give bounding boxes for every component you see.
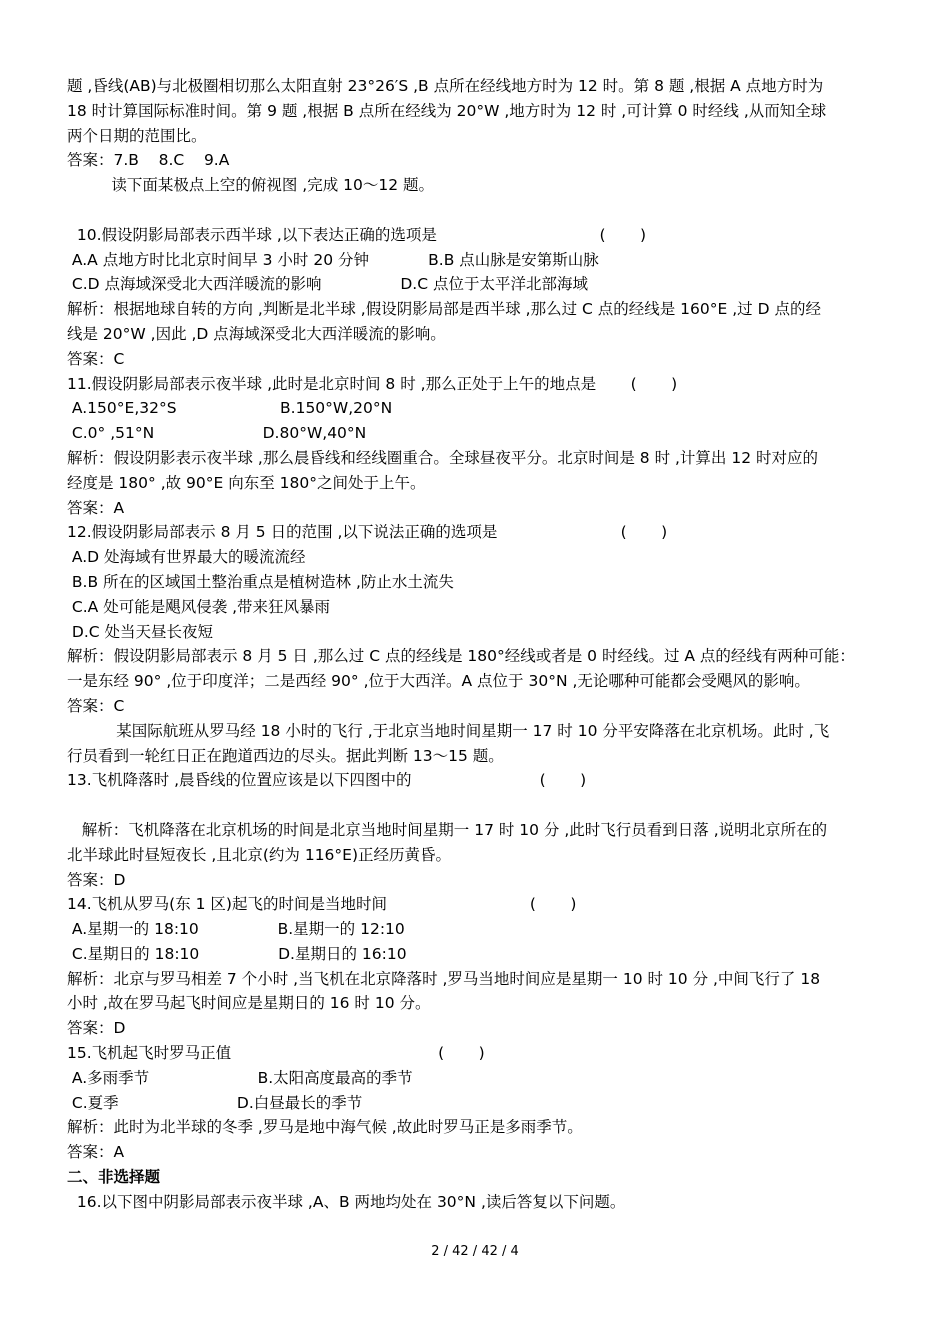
text-line: 18 时计算国际标准时间。第 9 题 ,根据 B 点所在经线为 20°W ,地方时为 12 时 ,可计算 0 时经线 ,从而知全球 [67, 101, 827, 120]
text-line: A.星期一的 18:10 B.星期一的 12:10 [67, 920, 405, 939]
text-line: 10.假设阴影局部表示西半球 ,以下表达正确的选项是 ( ) [67, 225, 647, 244]
text-line: 解析：假设阴影表示夜半球 ,那么晨昏线和经线圈重合。全球昼夜平分。北京时间是 8 时 ,计算出 12 时对应的 [67, 448, 819, 467]
text-line: A.150°E,32°S B.150°W,20°N [67, 399, 393, 418]
text-line: C.0° ,51°N D.80°W,40°N [67, 424, 367, 443]
text-line: 答案：A [67, 1143, 125, 1162]
text-line: 读下面某极点上空的俯视图 ,完成 10～12 题。 [67, 176, 434, 195]
text-line: 经度是 180° ,故 90°E 向东至 180°之间处于上午。 [67, 473, 426, 492]
document-body [67, 74, 887, 1215]
text-line: C.D 点海域深受北大西洋暖流的影响 D.C 点位于太平洋北部海域 [67, 275, 588, 294]
text-line: B.B 所在的区域国土整治重点是植树造林 ,防止水土流失 [67, 572, 454, 591]
text-line: 题 ,昏线(AB)与北极圈相切那么太阳直射 23°26′S ,B 点所在经线地方时为 12 时。第 8 题 ,根据 A 点地方时为 [67, 77, 824, 95]
text-line: 解析：此时为北半球的冬季 ,罗马是地中海气候 ,故此时罗马正是多雨季节。 [67, 1118, 583, 1137]
text-line: 13.飞机降落时 ,晨昏线的位置应该是以下四图中的 ( ) [67, 771, 587, 790]
text-line: 解析：北京与罗马相差 7 个小时 ,当飞机在北京降落时 ,罗马当地时间应是星期一 10 时 10 分 ,中间飞行了 18 [67, 969, 821, 988]
text-line: 15.飞机起飞时罗马正值 ( ) [67, 1044, 485, 1063]
text-line: 解析：飞机降落在北京机场的时间是北京当地时间星期一 17 时 10 分 ,此时飞行员看到日落 ,说明北京所在的 [67, 820, 828, 839]
text-line: 一是东经 90° ,位于印度洋；二是西经 90° ,位于大西洋。A 点位于 30°N ,无论哪种可能都会受飓风的影响。 [67, 672, 810, 691]
text-line: 答案：C [67, 696, 125, 715]
blank-line [67, 793, 887, 818]
text-line: A.A 点地方时比北京时间早 3 小时 20 分钟 B.B 点山脉是安第斯山脉 [67, 250, 599, 269]
text-line: D.C 处当天昼长夜短 [67, 622, 214, 641]
text-line: C.星期日的 18:10 D.星期日的 16:10 [67, 944, 407, 963]
text-line: 答案：7.B 8.C 9.A [67, 151, 230, 170]
text-line: 二、非选择题 [67, 1168, 161, 1187]
text-line: A.多雨季节 B.太阳高度最高的季节 [67, 1068, 413, 1087]
text-line: C.夏季 D.白昼最长的季节 [67, 1093, 363, 1112]
text-line: C.A 处可能是飓风侵袭 ,带来狂风暴雨 [67, 597, 331, 616]
text-line: 某国际航班从罗马经 18 小时的飞行 ,于北京当地时间星期一 17 时 10 分平安降落在北京机场。此时 ,飞 [67, 721, 830, 740]
text-line: 北半球此时昼短夜长 ,且北京(约为 116°E)正经历黄昏。 [67, 845, 452, 864]
text-line: 线是 20°W ,因此 ,D 点海域深受北大西洋暖流的影响。 [67, 324, 446, 343]
text-line: 16.以下图中阴影局部表示夜半球 ,A、B 两地均处在 30°N ,读后答复以下问题。 [67, 1192, 626, 1211]
text-line: 解析：假设阴影局部表示 8 月 5 日 ,那么过 C 点的经线是 180°经线或者是 0 时经线。过 A 点的经线有两种可能： [67, 647, 855, 666]
text-line: 12.假设阴影局部表示 8 月 5 日的范围 ,以下说法正确的选项是 ( ) [67, 523, 668, 542]
text-line: 答案：D [67, 870, 126, 889]
text-line: 11.假设阴影局部表示夜半球 ,此时是北京时间 8 时 ,那么正处于上午的地点是 ( ) [67, 374, 678, 393]
text-line: 解析：根据地球自转的方向 ,判断是北半球 ,假设阴影局部是西半球 ,那么过 C 点的经线是 160°E ,过 D 点的经 [67, 300, 821, 319]
text-line: 答案：A [67, 498, 125, 517]
text-line: 14.飞机从罗马(东 1 区)起飞的时间是当地时间 ( ) [67, 895, 577, 914]
text-line: 小时 ,故在罗马起飞时间应是星期日的 16 时 10 分。 [67, 994, 431, 1013]
text-line: 两个日期的范围比。 [67, 126, 207, 145]
blank-line [67, 198, 887, 223]
text-line: A.D 处海域有世界最大的暖流流经 [67, 548, 306, 567]
text-line: 答案：C [67, 349, 125, 368]
text-line: 行员看到一轮红日正在跑道西边的尽头。据此判断 13～15 题。 [67, 746, 504, 765]
text-line: 答案：D [67, 1019, 126, 1038]
page-footer: 2 / 42 / 42 / 4 [431, 1244, 519, 1259]
